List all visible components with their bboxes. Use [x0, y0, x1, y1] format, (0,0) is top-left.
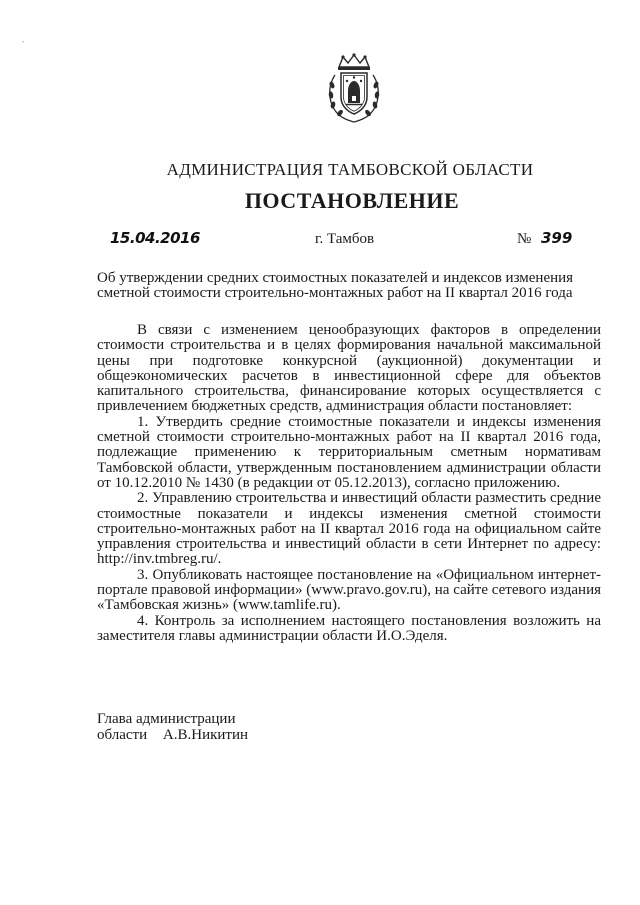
preamble-paragraph: В связи с изменением ценообразующих факторов в определении стоимости строительства и в целях формирования начальной максимальной цены при подготовке конкурсной (аукционной) документации и общеэкономических расчетов в инвестиционной сфере для объектов капитального строительства, финансирование которых осуществляется с привлечением бюджетных средств, администрация области постановляет:	[97, 322, 601, 415]
signatory-title-line1: Глава администрации	[97, 711, 236, 727]
document-type-title: ПОСТАНОВЛЕНИЕ	[244, 188, 460, 213]
coat-of-arms-icon	[325, 53, 383, 125]
document-number: 399	[541, 229, 573, 247]
scan-mark: `	[22, 40, 25, 49]
clause-1-paragraph: 1. Утвердить средние стоимостные показатели и индексы изменения сметной стоимости строительно-монтажных работ на II квартал 2016 года, подлежащие применению к территориальным сметным нормативам Тамбовской области, утвержденным постановлением администрации области от 10.12.2010 № 1430 (в редакции от 05.12.2013), согласно приложению.	[97, 413, 601, 491]
signatory-line2	[97, 727, 248, 743]
document-city: г. Тамбов	[315, 231, 375, 247]
document-subject: Об утверждении средних стоимостных показателей и индексов изменения сметной стоимости строительно-монтажных работ на II квартал 2016 года	[97, 270, 574, 301]
signatory-name: А.В.Никитин	[162, 727, 249, 743]
document-date: 15.04.2016	[110, 229, 200, 247]
clause-2-paragraph: 2. Управлению строительства и инвестиций области разместить средние стоимостные показатели и индексы изменения сметной стоимости строительно-монтажных работ на II квартал 2016 года на официальном сайте управления строительства и инвестиций области в сети Интернет по адресу: http://inv.tmbreg.ru/.	[97, 490, 601, 568]
signature-block	[97, 711, 248, 743]
clause-4-paragraph: 4. Контроль за исполнением настоящего постановления возложить на заместителя главы администрации области И.О.Эделя.	[97, 612, 601, 644]
signatory-title-line2: области	[97, 727, 148, 743]
document-body	[97, 323, 601, 644]
document-number-label: №	[517, 231, 532, 247]
clause-3-paragraph: 3. Опубликовать настоящее постановление на «Официальном интернет-портале правовой информации» (www.pravo.gov.ru), на сайте сетевого издания «Тамбовская жизнь» (www.tamlife.ru).	[97, 566, 601, 614]
document-meta-row	[110, 231, 580, 253]
agency-name: АДМИНИСТРАЦИЯ ТАМБОВСКОЙ ОБЛАСТИ	[166, 160, 534, 179]
